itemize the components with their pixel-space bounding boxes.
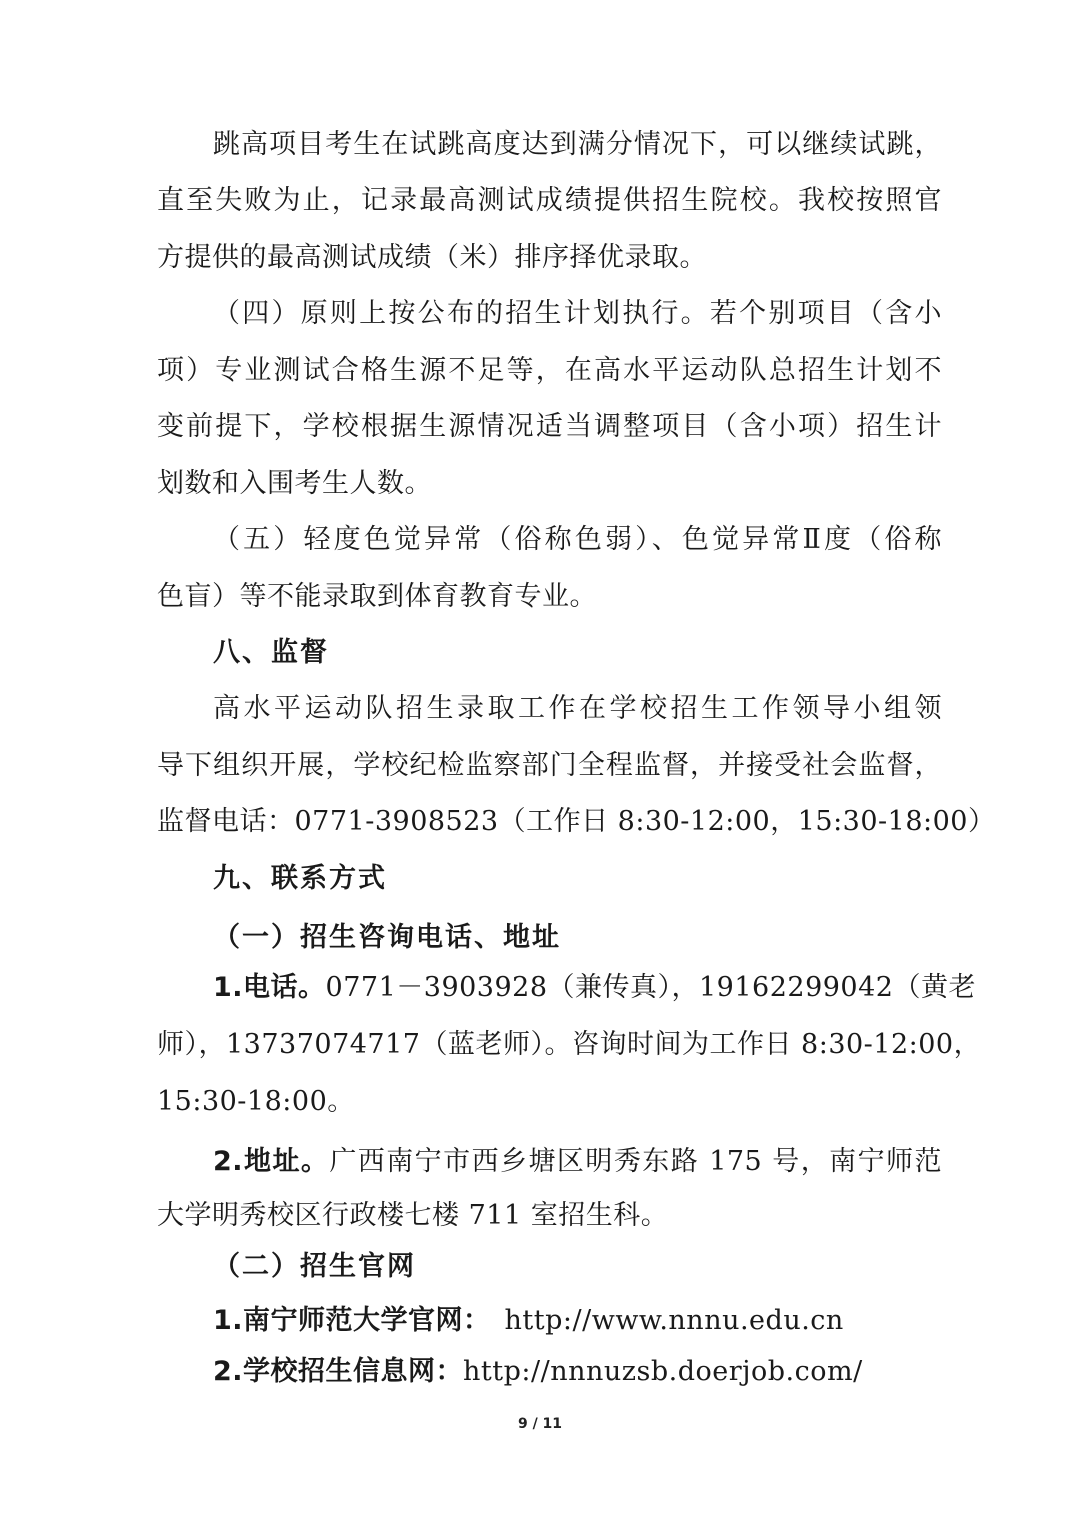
paragraph-item-4-line-2: 项）专业测试合格生源不足等，在高水平运动队总招生计划不 [157,355,942,386]
address-label: 2.地址。 [213,1146,330,1177]
website-admissions-label: 2.学校招生信息网： [213,1356,464,1387]
paragraph-supervision-line-2: 导下组织开展，学校纪检监察部门全程监督，并接受社会监督， [157,750,942,781]
paragraph-item-4-line-4: 划数和入围考生人数。 [157,468,432,499]
paragraph-item-5-line-1: （五）轻度色觉异常（俗称色弱）、色觉异常Ⅱ度（俗称 [213,524,942,555]
paragraph-address-line-1 [213,1144,942,1180]
paragraph-item-4-line-1: （四）原则上按公布的招生计划执行。若个别项目（含小 [213,298,942,329]
paragraph-address-line-2: 大学明秀校区行政楼七楼 711 室招生科。 [157,1200,669,1231]
website-university-label: 1.南宁师范大学官网： [213,1305,491,1336]
subheading-official-websites: （二）招生官网 [213,1251,416,1282]
paragraph-high-jump-line-1: 跳高项目考生在试跳高度达到满分情况下，可以继续试跳， [213,129,942,160]
heading-supervision: 八、监督 [213,637,329,668]
paragraph-high-jump-line-3: 方提供的最高测试成绩（米）排序择优录取。 [157,242,707,273]
phone-numbers: 0771－3903928（兼传真），19162299042（黄老 [325,972,976,1003]
website-admissions-line [213,1354,942,1390]
paragraph-supervision-line-1: 高水平运动队招生录取工作在学校招生工作领导小组领 [213,693,942,724]
page-number: 9 / 11 [517,1416,563,1432]
phone-label: 1.电话。 [213,972,326,1003]
subheading-consult-phone-address: （一）招生咨询电话、地址 [213,922,561,953]
paragraph-item-4-line-3: 变前提下，学校根据生源情况适当调整项目（含小项）招生计 [157,411,942,442]
paragraph-item-5-line-2: 色盲）等不能录取到体育教育专业。 [157,581,597,612]
paragraph-phone-line-1 [213,970,976,1006]
paragraph-phone-line-2: 师），13737074717（蓝老师）。咨询时间为工作日 8:30-12:00， [157,1029,982,1060]
address-text: 广西南宁市西乡塘区明秀东路 175 号，南宁师范 [329,1146,943,1177]
website-university-link[interactable]: http://www.nnnu.edu.cn [504,1305,844,1336]
paragraph-phone-line-3: 15:30-18:00。 [157,1086,355,1117]
website-admissions-link[interactable]: http://nnnuzsb.doerjob.com/ [463,1356,863,1387]
paragraph-supervision-line-3: 监督电话：0771-3908523（工作日 8:30-12:00，15:30-18:00） [157,806,996,837]
heading-contact: 九、联系方式 [213,863,387,894]
paragraph-high-jump-line-2: 直至失败为止，记录最高测试成绩提供招生院校。我校按照官 [157,185,942,216]
website-university-line [213,1303,942,1339]
